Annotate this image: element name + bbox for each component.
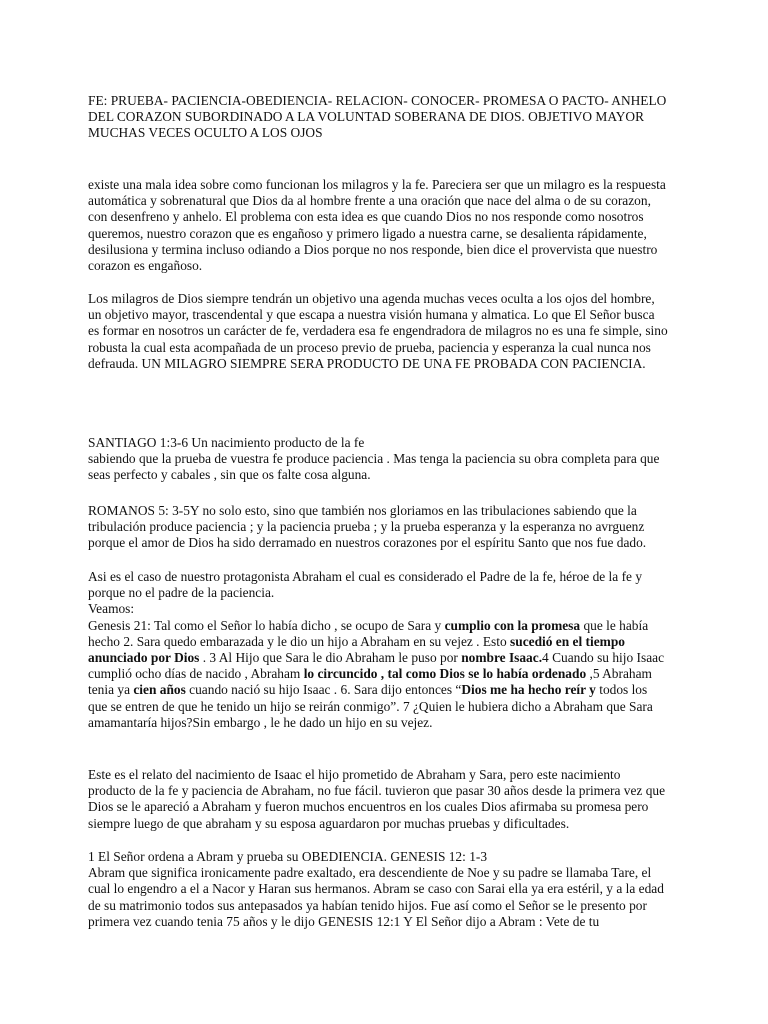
paragraph-milagros: Los milagros de Dios siempre tendrán un objetivo una agenda muchas veces oculta a los ojos del hombre, un objetivo mayor, trascendental y que escapa a nuestra visión humana y almatica. Lo que El Señor busca es formar en nosotros un carácter de fe, verdadera esa fe engendradora de milagros no es una fe simple, sino robusta la cual esta acompañada de un proceso previo de prueba, paciencia y esperanza la cual nunca nos defrauda. UN MILAGRO SIEMPRE SERA PRODUCTO DE UNA FE PROBADA CON PACIENCIA. [88,291,668,371]
paragraph-intro: existe una mala idea sobre como funcionan los milagros y la fe. Pareciera ser que un milagro es la respuesta automática y sobrenatural que Dios da al hombre frente a una oración que nace del alma o de su corazon, con desenfreno y anhelo. El problema con esta idea es que cuando Dios no nos responde como nosotros queremos, nuestro corazon que es engañoso y primero ligado a nuestra carne, se desalienta rápidamente, desilusiona y termina incluso odiando a Dios porque no nos responde, bien dice el provervista que nuestro corazon es engañoso. [88,177,666,274]
genesis-21-bold-1: cumplio con la promesa [444,617,581,633]
genesis-21-text-1: Genesis 21: Tal como el Señor lo había dicho , se ocupo de Sara y [88,617,445,633]
genesis-21-text-7: todos los que se entren de que he tenido un hijo se reirán conmigo”. 7 ¿Quien le hubiera dicho a Abraham que Sara amamantaría hijos?Sin embargo , le he dado un hijo en su vejez. [88,682,653,730]
santiago-heading: SANTIAGO 1:3-6 Un nacimiento producto de la fe [88,435,365,450]
section-abraham [88,569,668,731]
genesis-21-bold-6: Dios me ha hecho reír y [461,682,596,698]
paragraph-relato: Este es el relato del nacimiento de Isaac el hijo prometido de Abraham y Sara, pero este nacimiento producto de la fe y paciencia de Abraham, no fue fácil. tuvieron que pasar 30 años desde la primera vez que Dios se le apareció a Abraham y fueron muchos encuentros en los cuales Dios afirmaba su promesa pero siempre luego de que abraham y su esposa aguardaron por muchas pruebas y dificultades. [88,767,666,831]
genesis-21-text-5: ,5 Abraham tenia ya [88,666,652,698]
veamos-label: Veamos: [88,601,135,617]
obediencia-text: Abram que significa ironicamente padre exaltado, era descendiente de Noe y su padre se llamaba Tare, el cual lo engendro a el a Nacor y Haran sus hermanos. Abram se caso con Sarai ella ya era estéril, y a la edad de su matrimonio todos sus antepasados ya habían tenido hijos. Fue así como el Señor se le presento por primera vez cuando tenia 75 años y le dijo GENESIS 12:1 Y El Señor dijo a Abram : Vete de tu [88,865,664,929]
genesis-21-text-6: cuando nació su hijo Isaac . 6. Sara dijo entonces “ [185,682,462,698]
genesis-21-text-3: . 3 Al Hijo que Sara le dio Abraham le puso por [199,650,462,666]
section-obediencia [88,849,668,930]
genesis-21-bold-5: cien años [133,682,186,698]
genesis-21-bold-3: nombre Isaac. [461,650,543,666]
paragraph-romanos: ROMANOS 5: 3-5Y no solo esto, sino que también nos gloriamos en las tribulaciones sabiendo que la tribulación produce paciencia ; y la paciencia prueba ; y la prueba esperanza y la esperanza no avrguenz porque el amor de Dios ha sido derramado en nuestros corazones por el espíritu Santo que nos fue dado. [88,503,647,551]
genesis-21-bold-4: lo circuncido , tal como Dios se lo había ordenado [303,666,587,682]
document-title: FE: PRUEBA- PACIENCIA-OBEDIENCIA- RELACION- CONOCER- PROMESA O PACTO- ANHELO DEL CORAZON SUBORDINADO A LA VOLUNTAD SOBERANA DE DIOS. OBJETIVO MAYOR MUCHAS VECES OCULTO A LOS OJOS [88,93,667,141]
section-santiago [88,435,668,484]
obediencia-heading: 1 El Señor ordena a Abram y prueba su OBEDIENCIA. GENESIS 12: 1-3 [88,849,488,864]
genesis-21-bold-2: sucedió en el tiempo anunciado por Dios [88,633,625,666]
genesis-21-text-4: 4 Cuando su hijo Isaac cumplió ocho días de nacido , Abraham [88,650,665,682]
genesis-21-passage [88,618,668,731]
genesis-21-text-2: que le había hecho 2. Sara quedo embarazada y le dio un hijo a Abraham en su vejez . Esto [88,617,649,649]
abraham-intro: Asi es el caso de nuestro protagonista Abraham el cual es considerado el Padre de la fe, héroe de la fe y porque no el padre de la paciencia. [88,569,643,601]
santiago-text: sabiendo que la prueba de vuestra fe produce paciencia . Mas tenga la paciencia su obra completa para que seas perfecto y cabales , sin que os falte cosa alguna. [88,451,660,483]
